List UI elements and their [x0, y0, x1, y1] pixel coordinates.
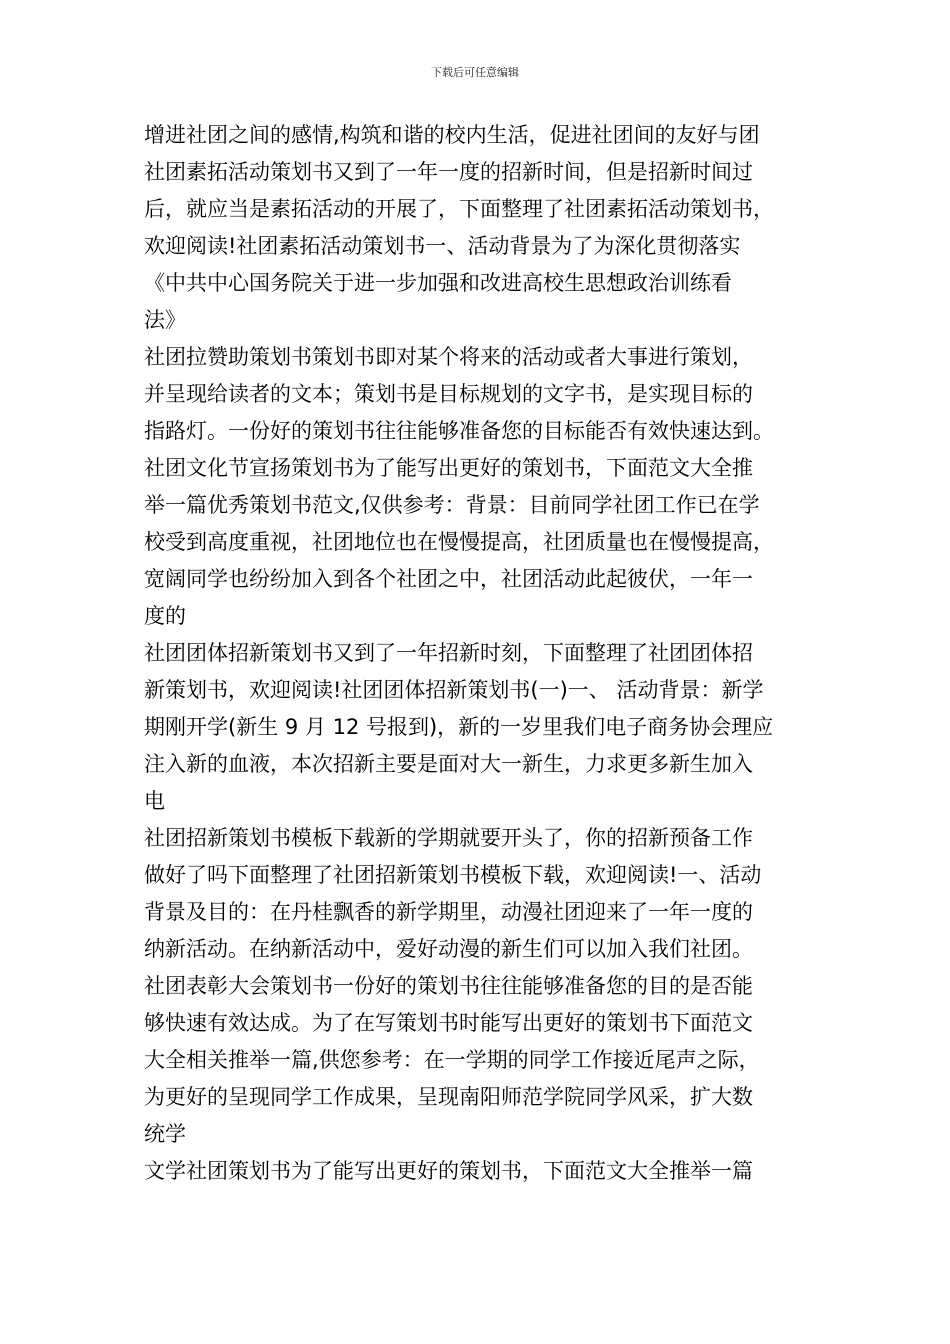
- text-line: 社团团体招新策划书又到了一年招新时刻，下面整理了社团团体招: [144, 641, 753, 665]
- text-line: 期刚开学(新生 9 月 12 号报到)，新的一岁里我们电子商务协会理应: [144, 715, 774, 739]
- paragraph: [144, 154, 824, 339]
- text-line: 指路灯。一份好的策划书往往能够准备您的目标能否有效快速达到。: [144, 419, 774, 443]
- text-line: 纳新活动。在纳新活动中，爱好动漫的新生们可以加入我们社团。: [144, 937, 753, 961]
- text-line: 背景及目的：在丹桂飘香的新学期里，动漫社团迎来了一年一度的: [144, 900, 753, 924]
- paragraph: [144, 1153, 824, 1190]
- paragraph: [144, 635, 824, 820]
- text-line: 增进社团之间的感情,构筑和谐的校内生活，促进社团间的友好与团: [144, 123, 760, 147]
- text-line: 为更好的呈现同学工作成果，呈现南阳师范学院同学风采，扩大数: [144, 1085, 753, 1109]
- text-line: 电: [144, 789, 165, 813]
- text-line: 做好了吗下面整理了社团招新策划书模板下载，欢迎阅读!一、活动: [144, 863, 762, 887]
- text-line: 文学社团策划书为了能写出更好的策划书，下面范文大全推举一篇: [144, 1159, 753, 1183]
- document-body: [144, 117, 824, 1190]
- text-line: 《中共中心国务院关于进一步加强和改进高校生思想政治训练看: [144, 271, 732, 295]
- text-line: 注入新的血液，本次招新主要是面对大一新生，力求更多新生加入: [144, 752, 753, 776]
- text-line: 社团招新策划书模板下载新的学期就要开头了，你的招新预备工作: [144, 826, 753, 850]
- paragraph: [144, 968, 824, 1153]
- text-line: 并呈现给读者的文本；策划书是目标规划的文字书，是实现目标的: [144, 382, 753, 406]
- paragraph: [144, 117, 824, 154]
- text-line: 举一篇优秀策划书范文,仅供参考：背景：目前同学社团工作已在学: [144, 493, 760, 517]
- text-line: 新策划书，欢迎阅读!社团团体招新策划书(一)一、 活动背景：新学: [144, 678, 764, 702]
- text-line: 校受到高度重视，社团地位也在慢慢提高，社团质量也在慢慢提高，: [144, 530, 774, 554]
- text-line: 社团拉赞助策划书策划书即对某个将来的活动或者大事进行策划，: [144, 345, 753, 369]
- text-line: 法》: [144, 308, 186, 332]
- text-line: 够快速有效达成。为了在写策划书时能写出更好的策划书下面范文: [144, 1011, 753, 1035]
- text-line: 大全相关推举一篇,供您参考：在一学期的同学工作接近尾声之际，: [144, 1048, 760, 1072]
- paragraph: [144, 339, 824, 450]
- text-line: 统学: [144, 1122, 186, 1146]
- text-line: 社团文化节宣扬策划书为了能写出更好的策划书，下面范文大全推: [144, 456, 753, 480]
- text-line: 社团素拓活动策划书又到了一年一度的招新时间，但是招新时间过: [144, 160, 753, 184]
- paragraph: [144, 450, 824, 635]
- text-line: 度的: [144, 604, 186, 628]
- paragraph: [144, 820, 824, 968]
- text-line: 后，就应当是素拓活动的开展了，下面整理了社团素拓活动策划书，: [144, 197, 774, 221]
- text-line: 欢迎阅读!社团素拓活动策划书一、活动背景为了为深化贯彻落实: [144, 234, 741, 258]
- text-line: 宽阔同学也纷纷加入到各个社团之中，社团活动此起彼伏，一年一: [144, 567, 753, 591]
- page-header: 下载后可任意编辑: [431, 66, 519, 79]
- text-line: 社团表彰大会策划书一份好的策划书往往能够准备您的目的是否能: [144, 974, 753, 998]
